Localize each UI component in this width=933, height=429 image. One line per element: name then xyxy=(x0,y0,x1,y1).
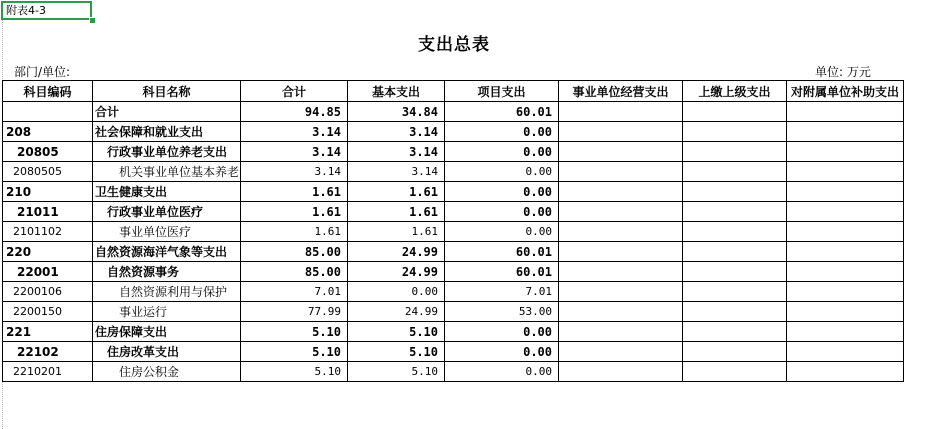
cell-upper[interactable] xyxy=(683,162,787,182)
cell-name[interactable]: 社会保障和就业支出 xyxy=(93,122,241,142)
cell-upper[interactable] xyxy=(683,342,787,362)
cell-total[interactable]: 1.61 xyxy=(241,182,348,202)
cell-upper[interactable] xyxy=(683,122,787,142)
cell-code[interactable]: 2200106 xyxy=(3,282,93,302)
column-header-code[interactable]: 科目编码 xyxy=(3,81,93,102)
cell-code[interactable]: 2210201 xyxy=(3,362,93,382)
cell-basic[interactable]: 24.99 xyxy=(348,302,445,322)
cell-project[interactable]: 0.00 xyxy=(445,322,559,342)
table-row xyxy=(3,302,904,322)
cell-total[interactable]: 3.14 xyxy=(241,142,348,162)
cell-code[interactable]: 2080505 xyxy=(3,162,93,182)
cell-subsidiary[interactable] xyxy=(787,302,904,322)
cell-subsidiary[interactable] xyxy=(787,142,904,162)
cell-basic[interactable]: 1.61 xyxy=(348,202,445,222)
column-header-total[interactable]: 合计 xyxy=(241,81,348,102)
cell-project[interactable]: 0.00 xyxy=(445,362,559,382)
cell-code[interactable]: 22102 xyxy=(3,342,93,362)
cell-business[interactable] xyxy=(559,142,683,162)
cell-project[interactable]: 7.01 xyxy=(445,282,559,302)
cell-project[interactable]: 60.01 xyxy=(445,102,559,122)
cell-code[interactable]: 208 xyxy=(3,122,93,142)
cell-total[interactable]: 77.99 xyxy=(241,302,348,322)
cell-basic[interactable]: 1.61 xyxy=(348,182,445,202)
cell-business[interactable] xyxy=(559,102,683,122)
cell-project[interactable]: 60.01 xyxy=(445,242,559,262)
cell-upper[interactable] xyxy=(683,222,787,242)
cell-name[interactable]: 事业单位医疗 xyxy=(93,222,241,242)
cell-business[interactable] xyxy=(559,362,683,382)
cell-basic[interactable]: 3.14 xyxy=(348,122,445,142)
cell-basic[interactable]: 34.84 xyxy=(348,102,445,122)
cell-upper[interactable] xyxy=(683,262,787,282)
table-row xyxy=(3,362,904,382)
table-row xyxy=(3,182,904,202)
cell-project[interactable]: 0.00 xyxy=(445,342,559,362)
cell-upper[interactable] xyxy=(683,102,787,122)
cell-total[interactable]: 5.10 xyxy=(241,342,348,362)
cell-business[interactable] xyxy=(559,122,683,142)
cell-total[interactable]: 85.00 xyxy=(241,262,348,282)
table-row xyxy=(3,242,904,262)
cell-code[interactable]: 21011 xyxy=(3,202,93,222)
fill-handle[interactable] xyxy=(89,17,96,24)
cell-name[interactable]: 行政事业单位养老支出 xyxy=(93,142,241,162)
cell-code[interactable]: 22001 xyxy=(3,262,93,282)
cell-project[interactable]: 0.00 xyxy=(445,222,559,242)
cell-total[interactable]: 94.85 xyxy=(241,102,348,122)
cell-name[interactable]: 住房改革支出 xyxy=(93,342,241,362)
cell-business[interactable] xyxy=(559,302,683,322)
cell-code[interactable]: 221 xyxy=(3,322,93,342)
cell-subsidiary[interactable] xyxy=(787,222,904,242)
cell-project[interactable]: 0.00 xyxy=(445,162,559,182)
cell-total[interactable]: 7.01 xyxy=(241,282,348,302)
cell-subsidiary[interactable] xyxy=(787,282,904,302)
cell-basic[interactable]: 3.14 xyxy=(348,162,445,182)
cell-code[interactable]: 2200150 xyxy=(3,302,93,322)
cell-upper[interactable] xyxy=(683,282,787,302)
cell-name[interactable]: 卫生健康支出 xyxy=(93,182,241,202)
cell-name[interactable]: 合计 xyxy=(93,102,241,122)
table-row xyxy=(3,342,904,362)
cell-name[interactable]: 事业运行 xyxy=(93,302,241,322)
table-row xyxy=(3,102,904,122)
cell-basic[interactable]: 5.10 xyxy=(348,322,445,342)
expenditure-table xyxy=(2,80,904,382)
cell-subsidiary[interactable] xyxy=(787,262,904,282)
cell-basic[interactable]: 5.10 xyxy=(348,342,445,362)
cell-subsidiary[interactable] xyxy=(787,362,904,382)
cell-business[interactable] xyxy=(559,182,683,202)
unit-label: 单位: 万元 xyxy=(815,65,871,79)
cell-upper[interactable] xyxy=(683,362,787,382)
table-row xyxy=(3,262,904,282)
cell-total[interactable]: 1.61 xyxy=(241,202,348,222)
cell-upper[interactable] xyxy=(683,242,787,262)
department-label: 部门/单位: xyxy=(14,65,71,79)
cell-basic[interactable]: 5.10 xyxy=(348,362,445,382)
cell-basic[interactable]: 3.14 xyxy=(348,142,445,162)
cell-total[interactable]: 3.14 xyxy=(241,162,348,182)
table-row xyxy=(3,222,904,242)
cell-code[interactable]: 210 xyxy=(3,182,93,202)
column-header-upper[interactable]: 上缴上级支出 xyxy=(683,81,787,102)
cell-business[interactable] xyxy=(559,222,683,242)
cell-business[interactable] xyxy=(559,342,683,362)
cell-business[interactable] xyxy=(559,282,683,302)
cell-upper[interactable] xyxy=(683,302,787,322)
cell-subsidiary[interactable] xyxy=(787,242,904,262)
header-row xyxy=(3,81,904,102)
cell-total[interactable]: 3.14 xyxy=(241,122,348,142)
cell-name[interactable]: 自然资源事务 xyxy=(93,262,241,282)
cell-subsidiary[interactable] xyxy=(787,122,904,142)
cell-name[interactable]: 住房保障支出 xyxy=(93,322,241,342)
cell-total[interactable]: 5.10 xyxy=(241,362,348,382)
cell-upper[interactable] xyxy=(683,322,787,342)
column-header-basic[interactable]: 基本支出 xyxy=(348,81,445,102)
cell-total[interactable]: 85.00 xyxy=(241,242,348,262)
cell-code[interactable]: 220 xyxy=(3,242,93,262)
cell-total[interactable]: 5.10 xyxy=(241,322,348,342)
table-row xyxy=(3,202,904,222)
cell-upper[interactable] xyxy=(683,202,787,222)
cell-name[interactable]: 行政事业单位医疗 xyxy=(93,202,241,222)
column-header-business[interactable]: 事业单位经营支出 xyxy=(559,81,683,102)
cell-business[interactable] xyxy=(559,202,683,222)
table-row xyxy=(3,282,904,302)
table-row xyxy=(3,162,904,182)
cell-project[interactable]: 0.00 xyxy=(445,122,559,142)
selected-cell-reference[interactable]: 附表4-3 xyxy=(1,1,92,20)
table-row xyxy=(3,122,904,142)
cell-name[interactable]: 自然资源海洋气象等支出 xyxy=(93,242,241,262)
cell-code[interactable]: 2101102 xyxy=(3,222,93,242)
cell-basic[interactable]: 24.99 xyxy=(348,262,445,282)
cell-name[interactable]: 机关事业单位基本养老 xyxy=(93,162,241,182)
cell-project[interactable]: 0.00 xyxy=(445,142,559,162)
column-header-subsidiary[interactable]: 对附属单位补助支出 xyxy=(787,81,904,102)
cell-subsidiary[interactable] xyxy=(787,342,904,362)
cell-business[interactable] xyxy=(559,162,683,182)
cell-upper[interactable] xyxy=(683,182,787,202)
cell-business[interactable] xyxy=(559,322,683,342)
cell-subsidiary[interactable] xyxy=(787,202,904,222)
cell-project[interactable]: 0.00 xyxy=(445,182,559,202)
cell-basic[interactable]: 0.00 xyxy=(348,282,445,302)
cell-business[interactable] xyxy=(559,242,683,262)
cell-subsidiary[interactable] xyxy=(787,322,904,342)
cell-basic[interactable]: 1.61 xyxy=(348,222,445,242)
cell-subsidiary[interactable] xyxy=(787,102,904,122)
cell-upper[interactable] xyxy=(683,142,787,162)
table-row xyxy=(3,142,904,162)
cell-subsidiary[interactable] xyxy=(787,162,904,182)
table-row xyxy=(3,322,904,342)
column-header-name[interactable]: 科目名称 xyxy=(93,81,241,102)
cell-name[interactable]: 自然资源利用与保护 xyxy=(93,282,241,302)
cell-basic[interactable]: 24.99 xyxy=(348,242,445,262)
cell-name[interactable]: 住房公积金 xyxy=(93,362,241,382)
cell-subsidiary[interactable] xyxy=(787,182,904,202)
column-header-project[interactable]: 项目支出 xyxy=(445,81,559,102)
cell-business[interactable] xyxy=(559,262,683,282)
cell-code[interactable]: 20805 xyxy=(3,142,93,162)
cell-project[interactable]: 0.00 xyxy=(445,202,559,222)
page-title: 支出总表 xyxy=(418,35,490,55)
cell-code[interactable] xyxy=(3,102,93,122)
cell-total[interactable]: 1.61 xyxy=(241,222,348,242)
cell-project[interactable]: 60.01 xyxy=(445,262,559,282)
cell-project[interactable]: 53.00 xyxy=(445,302,559,322)
